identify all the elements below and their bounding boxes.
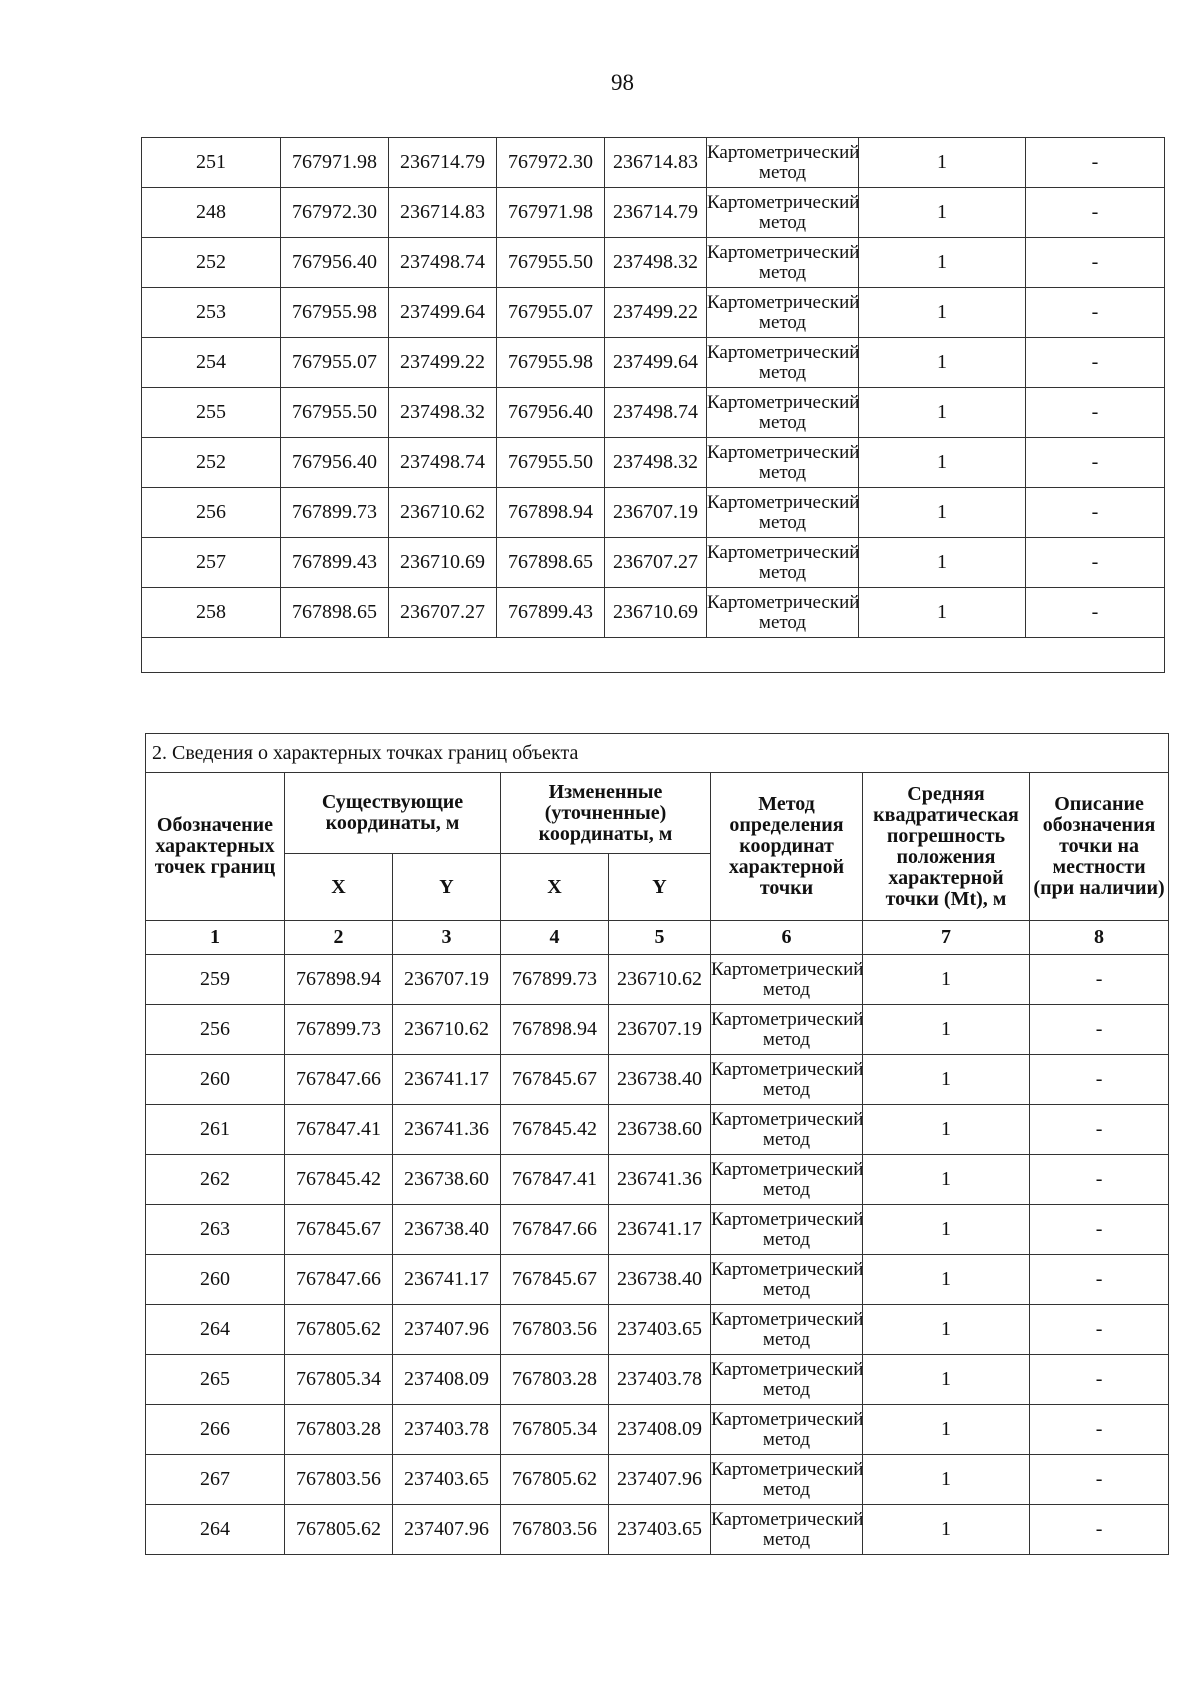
changed-y-cell: 237408.09 — [609, 1405, 711, 1455]
description-cell: - — [1026, 238, 1165, 288]
header-existing-y: Y — [393, 854, 501, 921]
existing-x-cell: 767956.40 — [281, 238, 389, 288]
point-cell: 260 — [146, 1055, 285, 1105]
error-cell: 1 — [859, 388, 1026, 438]
description-cell: - — [1026, 138, 1165, 188]
existing-x-cell: 767955.98 — [281, 288, 389, 338]
existing-x-cell: 767956.40 — [281, 438, 389, 488]
table-row — [146, 1205, 1169, 1255]
table-row — [146, 1055, 1169, 1105]
method-cell: Картометрический метод — [707, 538, 859, 588]
changed-x-cell: 767972.30 — [497, 138, 605, 188]
existing-x-cell: 767845.67 — [285, 1205, 393, 1255]
changed-y-cell: 236710.62 — [609, 955, 711, 1005]
description-cell: - — [1030, 955, 1169, 1005]
existing-x-cell: 767899.43 — [281, 538, 389, 588]
description-cell: - — [1026, 188, 1165, 238]
error-cell: 1 — [863, 1105, 1030, 1155]
table-row — [142, 188, 1165, 238]
changed-x-cell: 767805.62 — [501, 1455, 609, 1505]
error-cell: 1 — [859, 238, 1026, 288]
point-cell: 253 — [142, 288, 281, 338]
existing-y-cell: 236714.79 — [389, 138, 497, 188]
existing-y-cell: 236741.17 — [393, 1255, 501, 1305]
method-cell: Картометрический метод — [707, 388, 859, 438]
changed-x-cell: 767899.73 — [501, 955, 609, 1005]
changed-x-cell: 767847.41 — [501, 1155, 609, 1205]
column-number: 6 — [711, 921, 863, 955]
error-cell: 1 — [859, 188, 1026, 238]
existing-x-cell: 767847.41 — [285, 1105, 393, 1155]
column-number: 5 — [609, 921, 711, 955]
changed-x-cell: 767955.50 — [497, 238, 605, 288]
point-cell: 256 — [142, 488, 281, 538]
header-changed-y: Y — [609, 854, 711, 921]
changed-y-cell: 236707.27 — [605, 538, 707, 588]
point-cell: 259 — [146, 955, 285, 1005]
method-cell: Картометрический метод — [711, 1505, 863, 1555]
changed-x-cell: 767898.94 — [501, 1005, 609, 1055]
method-cell: Картометрический метод — [707, 188, 859, 238]
existing-x-cell: 767803.28 — [285, 1405, 393, 1455]
method-cell: Картометрический метод — [711, 1005, 863, 1055]
changed-y-cell: 237499.22 — [605, 288, 707, 338]
method-cell: Картометрический метод — [711, 955, 863, 1005]
error-cell: 1 — [859, 538, 1026, 588]
table-row — [142, 538, 1165, 588]
description-cell: - — [1030, 1105, 1169, 1155]
column-number: 4 — [501, 921, 609, 955]
existing-y-cell: 237498.74 — [389, 438, 497, 488]
method-cell: Картометрический метод — [711, 1455, 863, 1505]
existing-y-cell: 237498.32 — [389, 388, 497, 438]
table-row — [142, 488, 1165, 538]
existing-x-cell: 767847.66 — [285, 1055, 393, 1105]
description-cell: - — [1026, 538, 1165, 588]
existing-x-cell: 767847.66 — [285, 1255, 393, 1305]
point-cell: 248 — [142, 188, 281, 238]
header-existing-coordinates: Существующие координаты, м — [285, 773, 501, 854]
header-existing-x: X — [285, 854, 393, 921]
error-cell: 1 — [859, 138, 1026, 188]
description-cell: - — [1030, 1405, 1169, 1455]
header-description: Описание обозначения точки на местности (при наличии) — [1030, 773, 1169, 921]
existing-y-cell: 237407.96 — [393, 1305, 501, 1355]
description-cell: - — [1030, 1155, 1169, 1205]
table-row — [146, 1255, 1169, 1305]
table-empty-row — [142, 638, 1165, 673]
error-cell: 1 — [859, 488, 1026, 538]
error-cell: 1 — [863, 1405, 1030, 1455]
table-row — [142, 288, 1165, 338]
point-cell: 261 — [146, 1105, 285, 1155]
column-number: 2 — [285, 921, 393, 955]
description-cell: - — [1030, 1355, 1169, 1405]
existing-x-cell: 767805.62 — [285, 1305, 393, 1355]
point-cell: 262 — [146, 1155, 285, 1205]
error-cell: 1 — [863, 1155, 1030, 1205]
existing-x-cell: 767955.50 — [281, 388, 389, 438]
table-row — [146, 955, 1169, 1005]
point-cell: 254 — [142, 338, 281, 388]
changed-y-cell: 237499.64 — [605, 338, 707, 388]
changed-x-cell: 767803.28 — [501, 1355, 609, 1405]
method-cell: Картометрический метод — [707, 238, 859, 288]
method-cell: Картометрический метод — [711, 1255, 863, 1305]
table-row — [142, 388, 1165, 438]
changed-y-cell: 237407.96 — [609, 1455, 711, 1505]
boundary-points-table — [145, 733, 1169, 1555]
changed-x-cell: 767956.40 — [497, 388, 605, 438]
error-cell: 1 — [863, 955, 1030, 1005]
description-cell: - — [1026, 288, 1165, 338]
table-row — [146, 1155, 1169, 1205]
header-designation: Обозначение характерных точек границ — [146, 773, 285, 921]
point-cell: 260 — [146, 1255, 285, 1305]
column-number: 3 — [393, 921, 501, 955]
existing-y-cell: 237499.22 — [389, 338, 497, 388]
error-cell: 1 — [863, 1055, 1030, 1105]
method-cell: Картометрический метод — [711, 1305, 863, 1355]
changed-y-cell: 236738.40 — [609, 1255, 711, 1305]
changed-y-cell: 237498.74 — [605, 388, 707, 438]
changed-y-cell: 237403.78 — [609, 1355, 711, 1405]
point-cell: 258 — [142, 588, 281, 638]
existing-x-cell: 767899.73 — [281, 488, 389, 538]
method-cell: Картометрический метод — [707, 288, 859, 338]
table-row — [142, 238, 1165, 288]
existing-y-cell: 236741.36 — [393, 1105, 501, 1155]
changed-y-cell: 236707.19 — [605, 488, 707, 538]
changed-y-cell: 236707.19 — [609, 1005, 711, 1055]
point-cell: 257 — [142, 538, 281, 588]
column-number: 1 — [146, 921, 285, 955]
existing-x-cell: 767845.42 — [285, 1155, 393, 1205]
error-cell: 1 — [863, 1505, 1030, 1555]
existing-x-cell: 767899.73 — [285, 1005, 393, 1055]
point-cell: 265 — [146, 1355, 285, 1405]
changed-x-cell: 767845.42 — [501, 1105, 609, 1155]
existing-y-cell: 237407.96 — [393, 1505, 501, 1555]
method-cell: Картометрический метод — [711, 1155, 863, 1205]
existing-x-cell: 767971.98 — [281, 138, 389, 188]
table-row — [146, 1455, 1169, 1505]
changed-x-cell: 767955.98 — [497, 338, 605, 388]
table-body — [142, 138, 1165, 673]
column-number: 7 — [863, 921, 1030, 955]
point-cell: 252 — [142, 438, 281, 488]
description-cell: - — [1026, 388, 1165, 438]
changed-y-cell: 236714.83 — [605, 138, 707, 188]
existing-y-cell: 236710.62 — [389, 488, 497, 538]
point-cell: 251 — [142, 138, 281, 188]
changed-y-cell: 236741.36 — [609, 1155, 711, 1205]
coordinates-table-continuation — [141, 137, 1165, 673]
description-cell: - — [1030, 1305, 1169, 1355]
column-number: 8 — [1030, 921, 1169, 955]
page-number: 98 — [611, 70, 634, 95]
error-cell: 1 — [863, 1455, 1030, 1505]
point-cell: 263 — [146, 1205, 285, 1255]
table-row — [146, 1305, 1169, 1355]
changed-x-cell: 767955.07 — [497, 288, 605, 338]
table-body — [146, 955, 1169, 1555]
changed-y-cell: 236710.69 — [605, 588, 707, 638]
error-cell: 1 — [863, 1305, 1030, 1355]
table-row — [146, 1355, 1169, 1405]
description-cell: - — [1026, 438, 1165, 488]
changed-y-cell: 237498.32 — [605, 438, 707, 488]
existing-y-cell: 237403.78 — [393, 1405, 501, 1455]
changed-x-cell: 767955.50 — [497, 438, 605, 488]
point-cell: 256 — [146, 1005, 285, 1055]
changed-y-cell: 236738.40 — [609, 1055, 711, 1105]
error-cell: 1 — [859, 438, 1026, 488]
description-cell: - — [1026, 588, 1165, 638]
table-row — [146, 1105, 1169, 1155]
empty-cell — [142, 638, 1165, 673]
existing-y-cell: 237408.09 — [393, 1355, 501, 1405]
method-cell: Картометрический метод — [707, 138, 859, 188]
table-row — [142, 338, 1165, 388]
table-row — [142, 138, 1165, 188]
description-cell: - — [1026, 488, 1165, 538]
changed-x-cell: 767803.56 — [501, 1505, 609, 1555]
changed-y-cell: 236714.79 — [605, 188, 707, 238]
changed-y-cell: 236738.60 — [609, 1105, 711, 1155]
table-row — [142, 438, 1165, 488]
error-cell: 1 — [863, 1355, 1030, 1405]
existing-y-cell: 236710.62 — [393, 1005, 501, 1055]
table-row — [142, 588, 1165, 638]
method-cell: Картометрический метод — [711, 1355, 863, 1405]
existing-x-cell: 767805.62 — [285, 1505, 393, 1555]
error-cell: 1 — [863, 1255, 1030, 1305]
header-changed-coordinates: Измененные (уточненные) координаты, м — [501, 773, 711, 854]
method-cell: Картометрический метод — [711, 1105, 863, 1155]
description-cell: - — [1030, 1205, 1169, 1255]
method-cell: Картометрический метод — [707, 338, 859, 388]
error-cell: 1 — [859, 588, 1026, 638]
header-changed-x: X — [501, 854, 609, 921]
error-cell: 1 — [859, 338, 1026, 388]
description-cell: - — [1026, 338, 1165, 388]
changed-x-cell: 767899.43 — [497, 588, 605, 638]
existing-x-cell: 767955.07 — [281, 338, 389, 388]
existing-x-cell: 767805.34 — [285, 1355, 393, 1405]
method-cell: Картометрический метод — [707, 438, 859, 488]
changed-x-cell: 767898.65 — [497, 538, 605, 588]
description-cell: - — [1030, 1055, 1169, 1105]
existing-x-cell: 767898.94 — [285, 955, 393, 1005]
existing-y-cell: 236714.83 — [389, 188, 497, 238]
point-cell: 264 — [146, 1505, 285, 1555]
existing-x-cell: 767972.30 — [281, 188, 389, 238]
changed-y-cell: 236741.17 — [609, 1205, 711, 1255]
existing-y-cell: 236738.60 — [393, 1155, 501, 1205]
changed-x-cell: 767803.56 — [501, 1305, 609, 1355]
error-cell: 1 — [859, 288, 1026, 338]
changed-x-cell: 767805.34 — [501, 1405, 609, 1455]
changed-y-cell: 237498.32 — [605, 238, 707, 288]
existing-y-cell: 236710.69 — [389, 538, 497, 588]
description-cell: - — [1030, 1505, 1169, 1555]
existing-y-cell: 236707.27 — [389, 588, 497, 638]
point-cell: 266 — [146, 1405, 285, 1455]
changed-y-cell: 237403.65 — [609, 1305, 711, 1355]
existing-y-cell: 236741.17 — [393, 1055, 501, 1105]
existing-x-cell: 767898.65 — [281, 588, 389, 638]
changed-x-cell: 767847.66 — [501, 1205, 609, 1255]
existing-y-cell: 237498.74 — [389, 238, 497, 288]
method-cell: Картометрический метод — [711, 1055, 863, 1105]
method-cell: Картометрический метод — [707, 488, 859, 538]
changed-x-cell: 767845.67 — [501, 1055, 609, 1105]
point-cell: 264 — [146, 1305, 285, 1355]
method-cell: Картометрический метод — [707, 588, 859, 638]
point-cell: 267 — [146, 1455, 285, 1505]
existing-y-cell: 236738.40 — [393, 1205, 501, 1255]
existing-y-cell: 236707.19 — [393, 955, 501, 1005]
existing-y-cell: 237403.65 — [393, 1455, 501, 1505]
point-cell: 252 — [142, 238, 281, 288]
existing-x-cell: 767803.56 — [285, 1455, 393, 1505]
existing-y-cell: 237499.64 — [389, 288, 497, 338]
error-cell: 1 — [863, 1205, 1030, 1255]
description-cell: - — [1030, 1255, 1169, 1305]
description-cell: - — [1030, 1455, 1169, 1505]
changed-x-cell: 767845.67 — [501, 1255, 609, 1305]
changed-x-cell: 767898.94 — [497, 488, 605, 538]
header-method: Метод определения координат характерной точки — [711, 773, 863, 921]
error-cell: 1 — [863, 1005, 1030, 1055]
description-cell: - — [1030, 1005, 1169, 1055]
table-caption: 2. Сведения о характерных точках границ объекта — [146, 734, 1169, 773]
header-error: Средняя квадратическая погрешность положения характерной точки (Mt), м — [863, 773, 1030, 921]
method-cell: Картометрический метод — [711, 1205, 863, 1255]
changed-x-cell: 767971.98 — [497, 188, 605, 238]
table-row — [146, 1405, 1169, 1455]
point-cell: 255 — [142, 388, 281, 438]
table-row — [146, 1505, 1169, 1555]
changed-y-cell: 237403.65 — [609, 1505, 711, 1555]
table-row — [146, 1005, 1169, 1055]
method-cell: Картометрический метод — [711, 1405, 863, 1455]
